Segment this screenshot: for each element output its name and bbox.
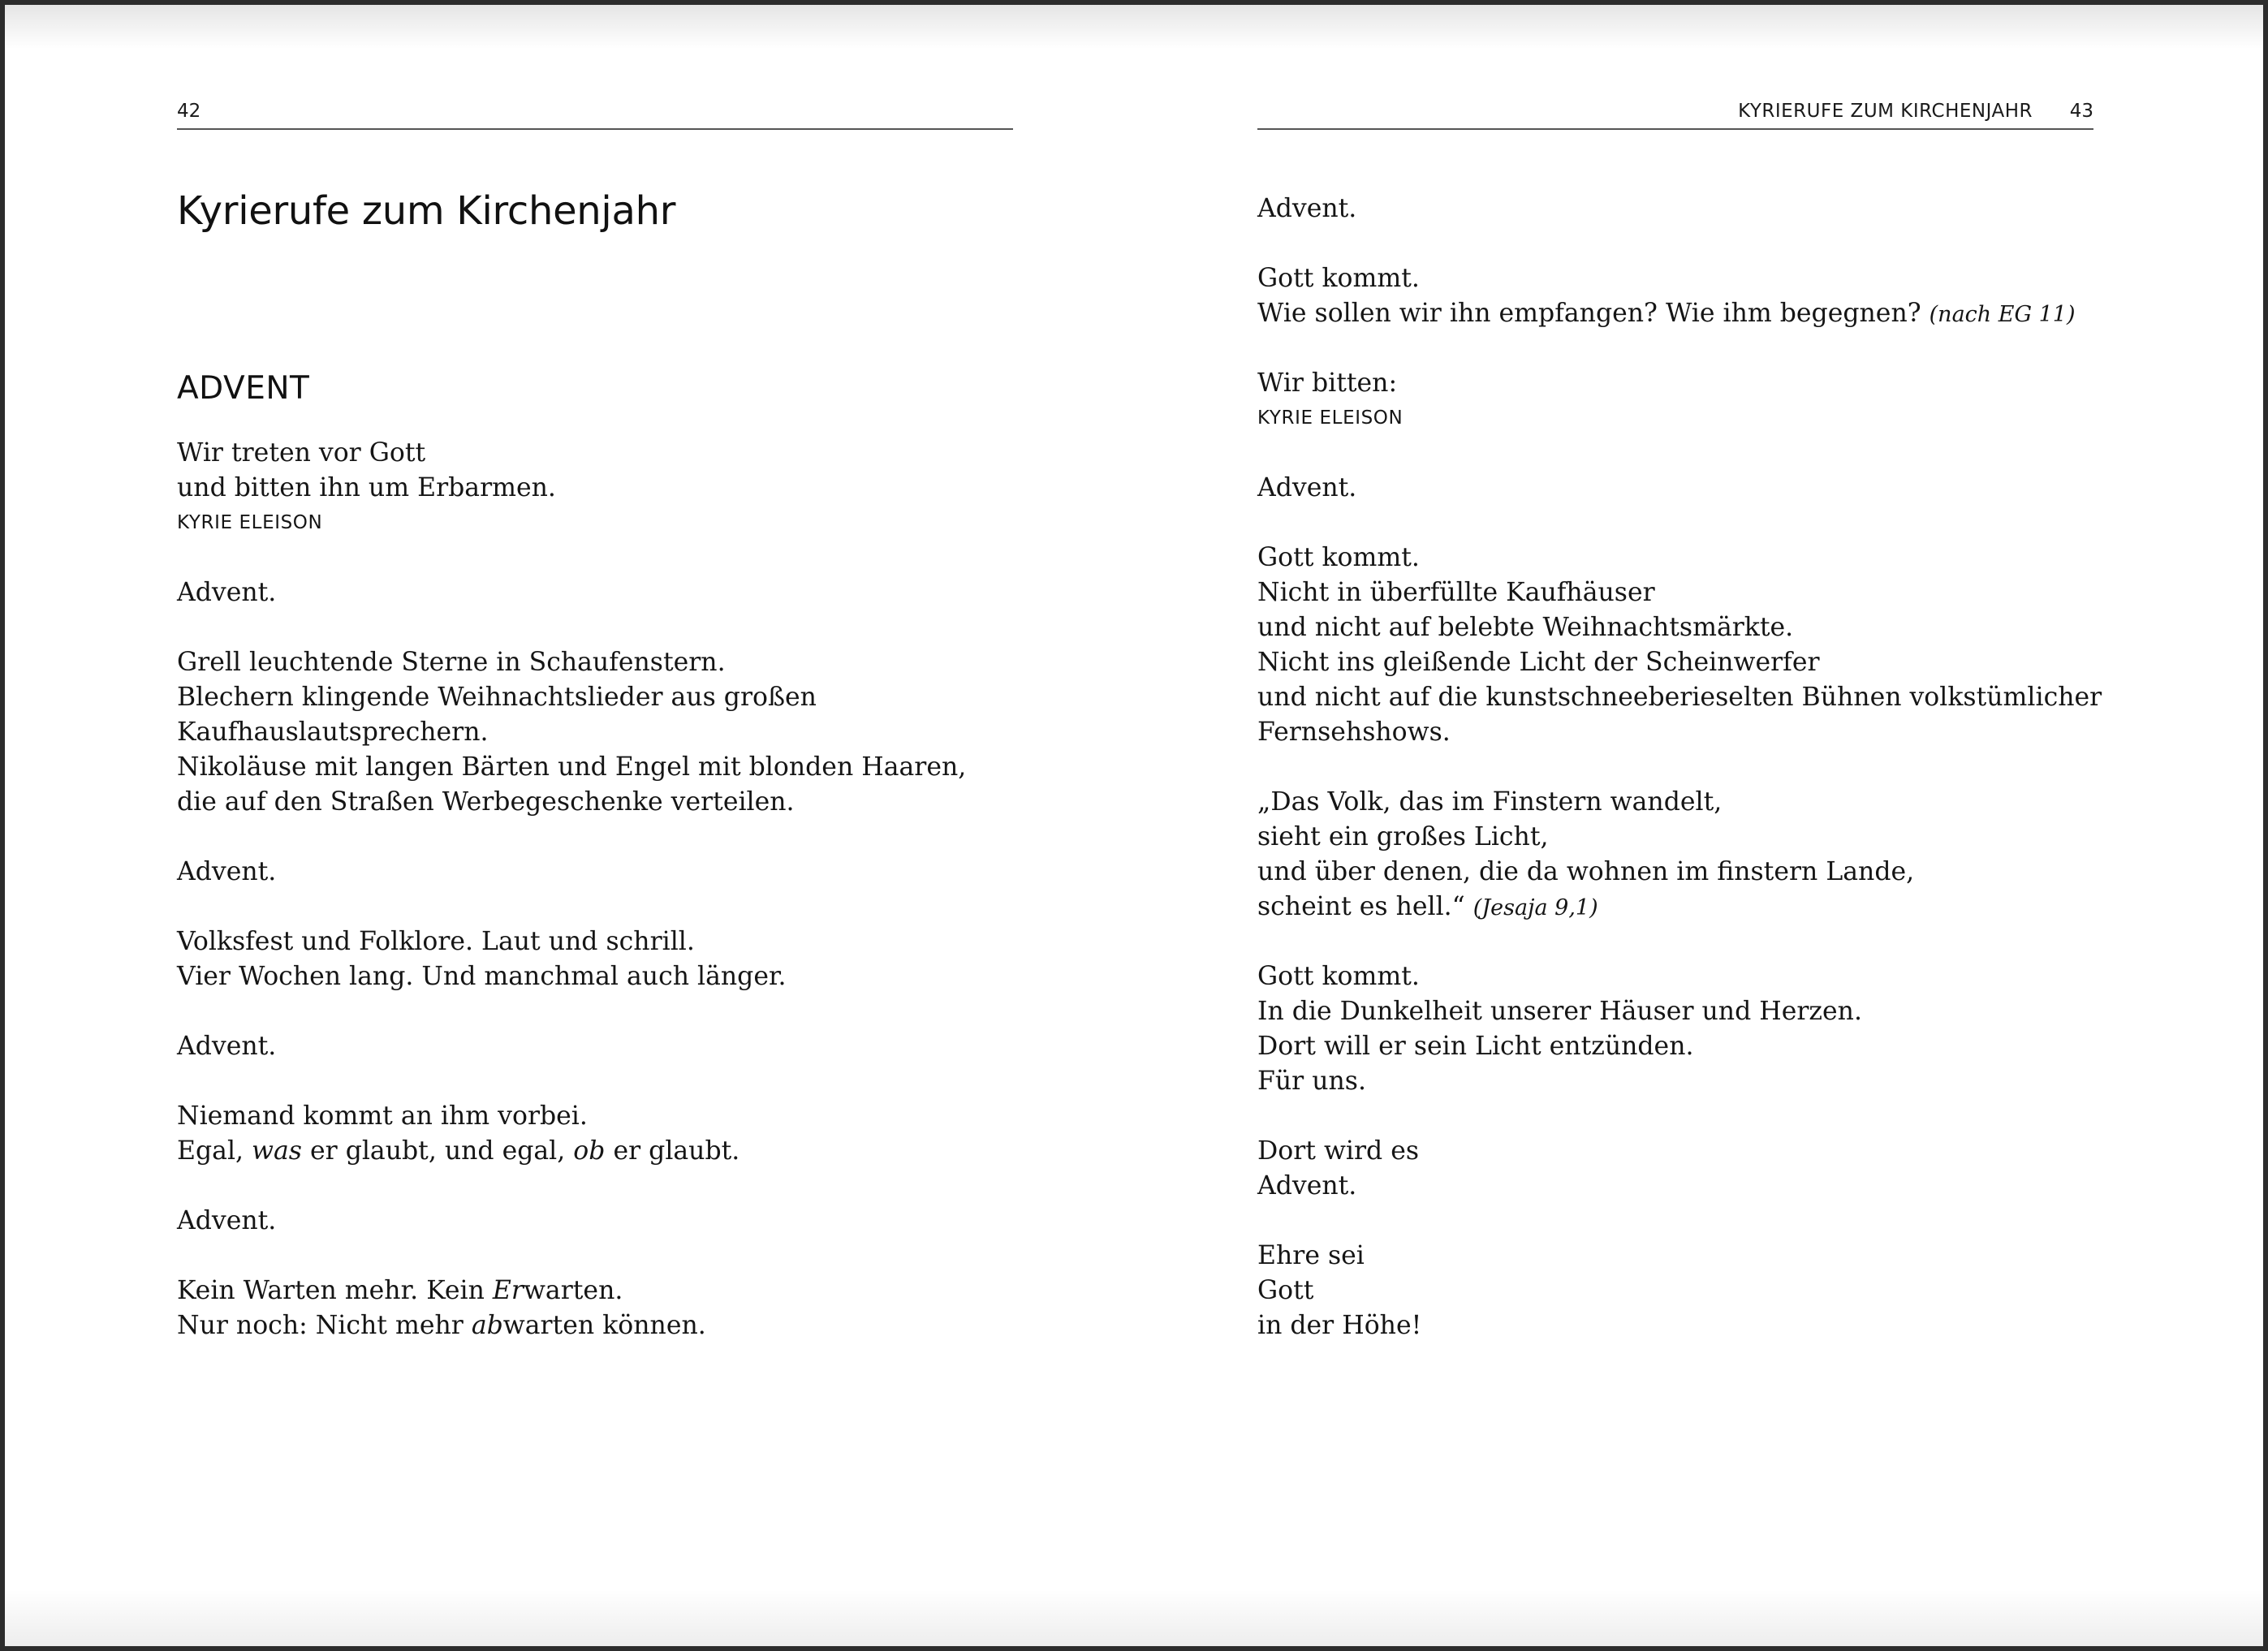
top-shadow [5,5,2263,49]
text-line [1257,296,2093,331]
text-line: Wir treten vor Gott [177,438,426,468]
right-body-text [1257,192,2102,1343]
text-span: er glaubt. [605,1136,740,1166]
text-line: Nicht ins gleißende Licht der Scheinwerfer [1257,648,1820,677]
left-body-text [177,436,1013,1343]
emphasis: ab [471,1311,503,1340]
page-number: 42 [177,101,201,122]
text-span: Egal, [177,1136,252,1166]
text-line: Gott kommt. [1257,543,1420,572]
text-line [1257,890,2093,925]
text-line: Gott kommt. [1257,264,1420,293]
source-reference: (Jesaja 9,1) [1472,895,1598,920]
text-line: Kaufhauslautsprechern. [177,718,489,747]
text-line: Wir bitten: [1257,369,1398,398]
text-line: und bitten ihn um Erbarmen. [177,473,556,502]
text-span: scheint es hell.“ [1257,892,1473,921]
text-line: Dort will er sein Licht entzünden. [1257,1032,1694,1061]
text-span: Kein Warten mehr. Kein [177,1276,493,1305]
text-line: Für uns. [1257,1067,1366,1096]
book-spread [5,5,2263,1646]
text-line: Advent. [1257,194,1357,223]
text-line: In die Dunkelheit unserer Häuser und Herzen. [1257,997,1862,1026]
text-line: in der Höhe! [1257,1311,1422,1340]
text-line: und nicht auf die kunstschneeberieselten Bühnen volkstümlicher [1257,683,2102,712]
text-line: Vier Wochen lang. Und manchmal auch länger. [177,962,787,991]
text-span: er glaubt, und egal, [301,1136,574,1166]
text-line: die auf den Straßen Werbegeschenke verteilen. [177,787,795,817]
text-line: und nicht auf belebte Weihnachtsmärkte. [1257,613,1794,642]
emphasis: ob [573,1136,606,1166]
text-line [177,1308,1013,1343]
text-line: Volksfest und Folklore. Laut und schrill. [177,927,695,956]
text-line: Nicht in überfüllte Kaufhäuser [1257,578,1655,607]
text-line [177,1274,1013,1308]
chapter-title: Kyrierufe zum Kirchenjahr [177,188,676,234]
text-span: warten. [523,1276,623,1305]
emphasis: Er [492,1276,524,1305]
text-line: Dort wird es [1257,1136,1420,1166]
text-line: Nikoläuse mit langen Bärten und Engel mit blonden Haaren, [177,752,967,782]
text-line: Niemand kommt an ihm vorbei. [177,1101,588,1131]
text-span: Nur noch: Nicht mehr [177,1311,472,1340]
kyrie-response: KYRIE ELEISON [177,512,323,533]
text-line: Advent. [177,578,277,607]
text-span: Wie sollen wir ihn empfangen? Wie ihm begegnen? [1257,299,1930,328]
text-line: sieht ein großes Licht, [1257,822,1549,851]
text-line: Advent. [177,1206,277,1235]
text-line: Advent. [1257,473,1357,502]
text-line: Advent. [177,1032,277,1061]
text-span: warten können. [502,1311,706,1340]
page-number: 43 [2069,101,2093,122]
text-line: Grell leuchtende Sterne in Schaufenstern. [177,648,726,677]
running-head-title: KYRIERUFE ZUM KIRCHENJAHR [1738,101,2033,122]
text-line: Ehre sei [1257,1241,1365,1270]
left-running-head [177,96,1013,130]
text-line: Advent. [1257,1171,1357,1201]
text-line: Gott kommt. [1257,962,1420,991]
text-line: Gott [1257,1276,1314,1305]
text-line: Advent. [177,857,277,886]
section-heading: ADVENT [177,370,310,407]
text-line: und über denen, die da wohnen im finstern Lande, [1257,857,1915,886]
emphasis: was [252,1136,302,1166]
text-line: „Das Volk, das im Finstern wandelt, [1257,787,1723,817]
text-line: Blechern klingende Weihnachtslieder aus großen [177,683,817,712]
right-running-head [1257,96,2093,130]
text-line [177,1134,1013,1169]
text-line: Fernsehshows. [1257,718,1451,747]
kyrie-response: KYRIE ELEISON [1257,407,1403,429]
bottom-shadow [5,1589,2263,1646]
source-reference: (nach EG 11) [1929,302,2076,327]
